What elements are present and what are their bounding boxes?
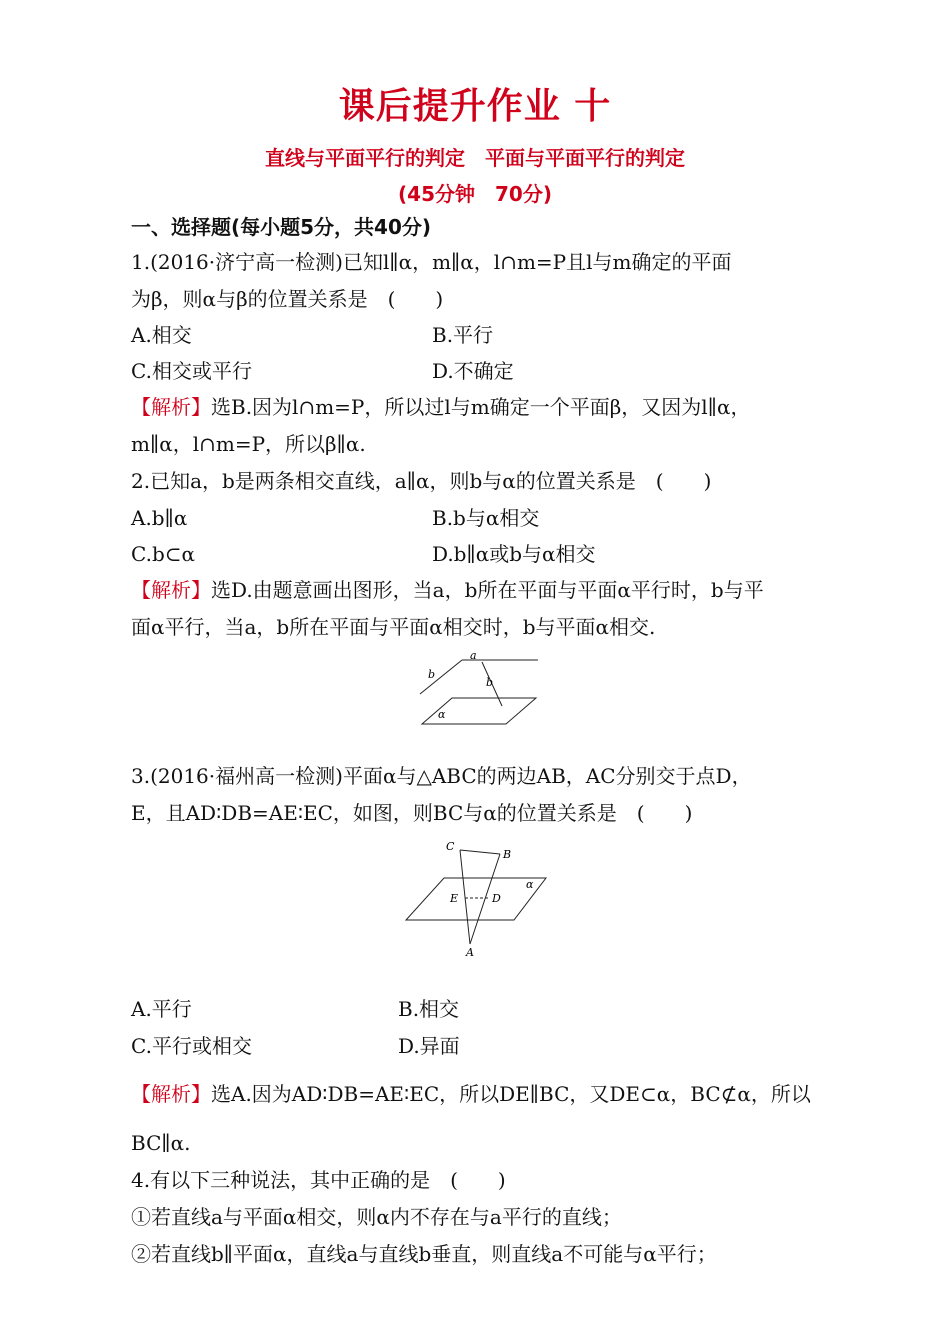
q2-answer-text1: 选D.由题意画出图形，当a，b所在平面与平面α平行时，b与平	[211, 578, 764, 602]
q3-label-alpha: α	[526, 878, 534, 891]
q3-segment-cb	[460, 850, 500, 854]
q2-answer-line1	[131, 577, 764, 603]
q3-label-b: B	[503, 848, 512, 861]
q1-answer-tag: 【解析】	[131, 395, 211, 419]
q1-stem-line1: 1.(2016·济宁高一检测)已知l∥α，m∥α，l∩m=P且l与m确定的平面	[131, 250, 732, 274]
q4-item-2: ②若直线b∥平面α，直线a与直线b垂直，则直线a不可能与α平行；	[131, 1242, 717, 1266]
q3-answer-tag: 【解析】	[131, 1082, 211, 1106]
q3-figure	[402, 836, 552, 960]
q2-answer-line2: 面α平行，当a，b所在平面与平面α相交时，b与平面α相交.	[131, 615, 656, 639]
q2-option-c: C.b⊂α	[131, 542, 196, 566]
q2-stem-line1: 2.已知a，b是两条相交直线，a∥α，则b与α的位置关系是 ( )	[131, 469, 712, 493]
q3-option-d: D.异面	[398, 1034, 460, 1058]
q3-segment-ca	[460, 850, 470, 944]
q1-answer-text1: 选B.因为l∩m=P，所以过l与m确定一个平面β，又因为l∥α，	[211, 395, 751, 419]
q3-stem-line2: E，且AD∶DB=AE∶EC，如图，则BC与α的位置关系是 ( )	[131, 801, 693, 825]
q3-label-a: A	[466, 946, 474, 959]
q1-option-c: C.相交或平行	[131, 359, 252, 383]
q3-option-c: C.平行或相交	[131, 1034, 252, 1058]
q4-stem-line1: 4.有以下三种说法，其中正确的是 ( )	[131, 1168, 506, 1192]
q2-option-a: A.b∥α	[131, 506, 188, 530]
q2-option-d: D.b∥α或b与α相交	[432, 542, 596, 566]
q1-option-a: A.相交	[131, 323, 192, 347]
q3-plane-alpha	[406, 878, 546, 920]
q1-answer-line2: m∥α，l∩m=P，所以β∥α.	[131, 432, 366, 456]
q1-option-b: B.平行	[432, 323, 494, 347]
q3-label-e: E	[450, 892, 459, 905]
q3-stem-line1: 3.(2016·福州高一检测)平面α与△ABC的两边AB，AC分别交于点D，	[131, 764, 752, 788]
q1-answer-line1	[131, 394, 750, 420]
time-score-note: (45分钟 70分)	[398, 182, 552, 206]
q3-answer-text1: 选A.因为AD∶DB=AE∶EC，所以DE∥BC，又DE⊂α，BC⊄α，所以	[211, 1082, 811, 1106]
section-heading: 一、选择题(每小题5分，共40分)	[131, 215, 432, 239]
q3-answer-line2: BC∥α.	[131, 1131, 191, 1155]
q1-option-d: D.不确定	[432, 359, 514, 383]
page-title: 课后提升作业 十	[338, 86, 612, 127]
q2-line-b-left	[420, 660, 462, 694]
q2-label-b-left: b	[428, 668, 436, 681]
q3-label-c: C	[446, 840, 455, 853]
q2-option-b: B.b与α相交	[432, 506, 540, 530]
q2-answer-tag: 【解析】	[131, 578, 211, 602]
q2-label-b-right: b	[486, 676, 494, 689]
q1-stem-line2: 为β，则α与β的位置关系是 ( )	[131, 287, 444, 311]
q2-label-alpha: α	[438, 708, 446, 721]
page-subtitle: 直线与平面平行的判定 平面与平面平行的判定	[265, 146, 685, 170]
q3-label-d: D	[492, 892, 501, 905]
q4-item-1: ①若直线a与平面α相交，则α内不存在与a平行的直线；	[131, 1205, 622, 1229]
q3-option-b: B.相交	[398, 997, 460, 1021]
q2-label-a: a	[470, 652, 477, 662]
q3-answer-line1	[131, 1081, 811, 1107]
q3-option-a: A.平行	[131, 997, 192, 1021]
q2-figure	[410, 652, 540, 732]
